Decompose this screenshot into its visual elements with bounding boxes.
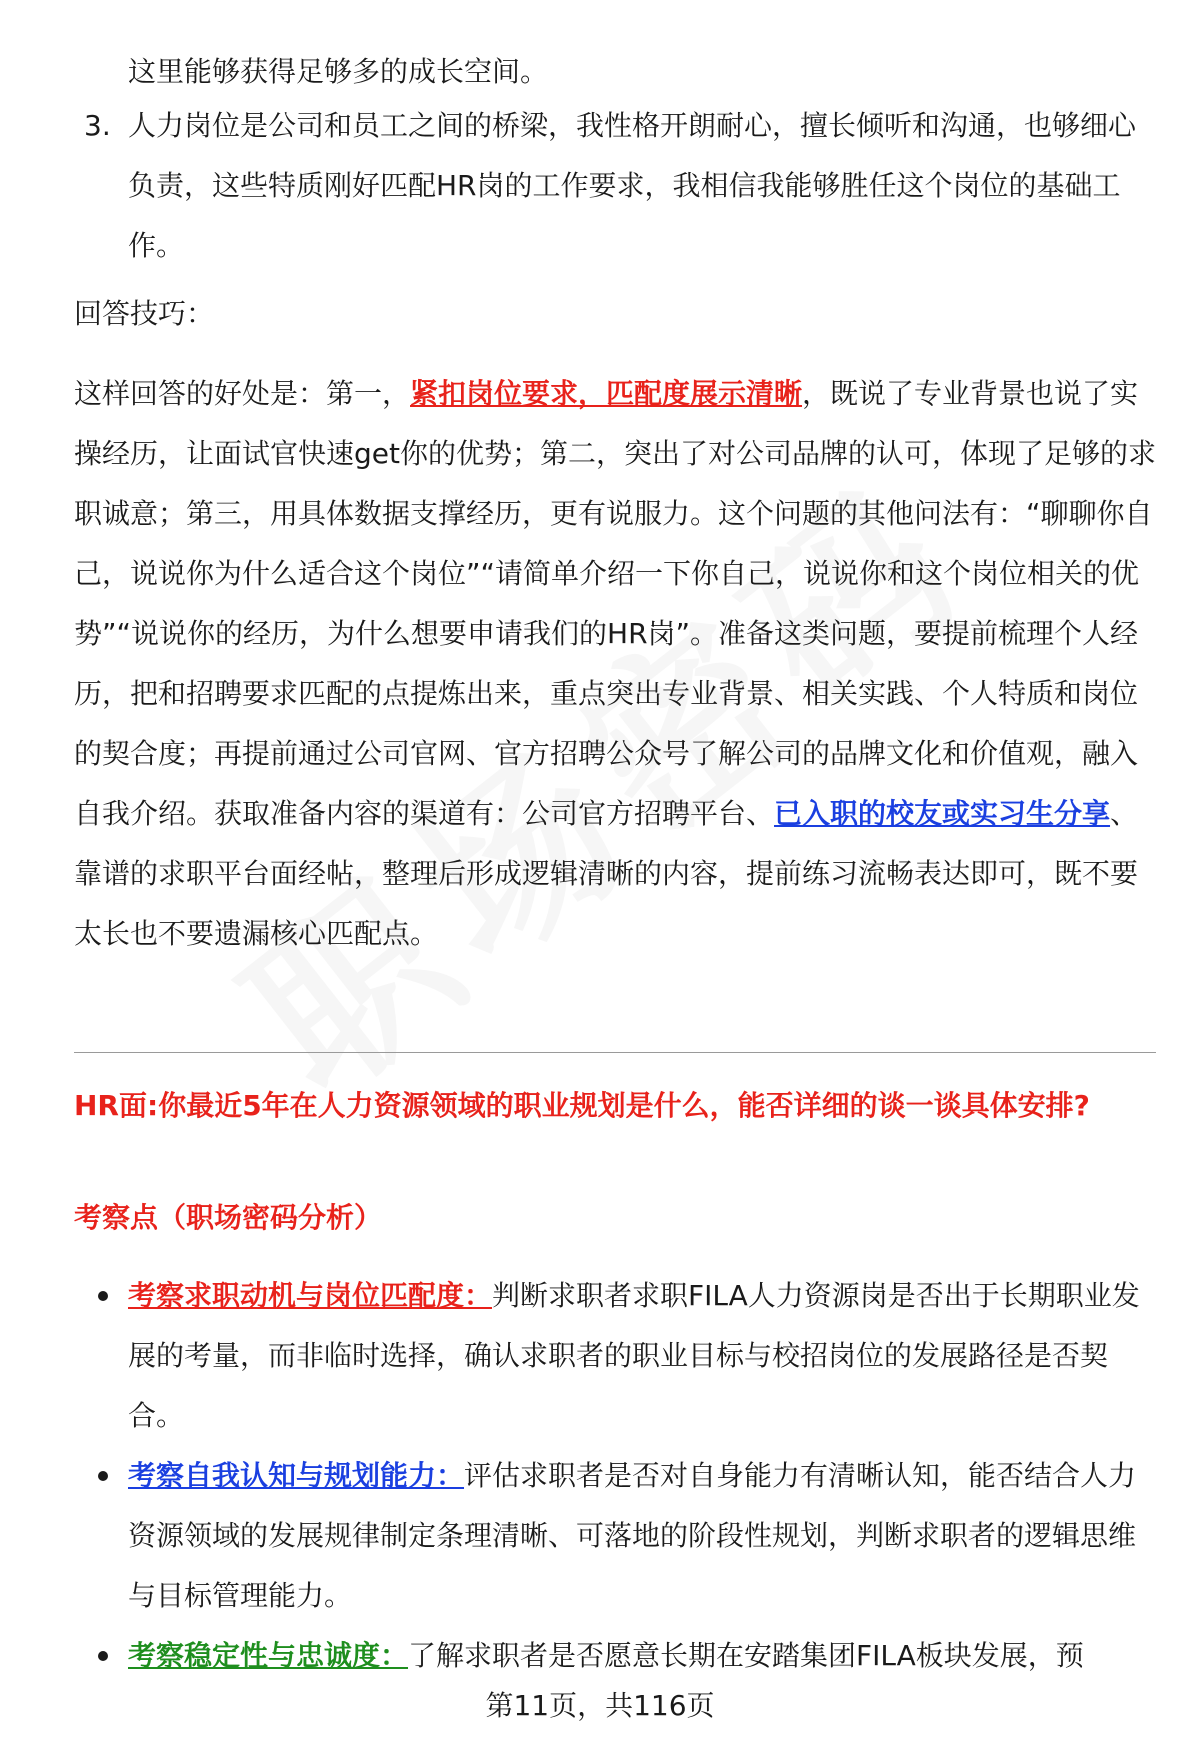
bullet-1-text: 判断求职者求职FILA人力资源岗是否出于长期职业发展的考量，而非临时选择，确认求职者的职业目标与校招岗位的发展路径是否契合。: [128, 1279, 1140, 1432]
bullet-item-2: [128, 1446, 1156, 1626]
list-number-3: 3.: [84, 109, 111, 142]
question-heading: HR面:你最近5年在人力资源领域的职业规划是什么，能否详细的谈一谈具体安排?: [74, 1089, 1090, 1122]
bullet-1-title: 考察求职动机与岗位匹配度：: [128, 1279, 493, 1312]
tips-text-part2: ，既说了专业背景也说了实操经历，让面试官快速get你的优势；第二，突出了对公司品牌的认可，体现了足够的求职诚意；第三，用具体数据支撑经历，更有说服力。这个问题的其他问法有：“聊聊你自己，说说你为什么适合这个岗位”“请简单介绍一下你自己，说说你和这个岗位相关的优势”“说说你的经历，为什么想要申请我们的HR岗”。准备这类问题，要提前梳理个人经历，把和招聘要求匹配的点提炼出来，重点突出专业背景、相关实践、个人特质和岗位的契合度；再提前通过公司官网、官方招聘公众号了解公司的品牌文化和价值观，融入自我介绍。获取准备内容的渠道有：公司官方招聘平台、: [74, 377, 1156, 830]
bullet-2-text: 评估求职者是否对自身能力有清晰认知，能否结合人力资源领域的发展规律制定条理清晰、可落地的阶段性规划，判断求职者的逻辑思维与目标管理能力。: [128, 1459, 1137, 1612]
tips-paragraph: [74, 364, 1156, 964]
bullet-3-title: 考察稳定性与忠诚度：: [128, 1639, 409, 1672]
tips-label: 回答技巧：: [74, 297, 215, 330]
tips-text-part1: 这样回答的好处是：第一，: [74, 377, 411, 410]
section-divider: [74, 1052, 1156, 1053]
tips-text-part3: 、靠谱的求职平台面经帖，整理后形成逻辑清晰的内容，提前练习流畅表达即可，既不要太长也不要遗漏核心匹配点。: [74, 797, 1139, 950]
bullet-3-text: 了解求职者是否愿意长期在安踏集团FILA板块发展，预: [408, 1639, 1084, 1672]
bullet-item-1: [128, 1266, 1156, 1446]
list-item-3-text: 人力岗位是公司和员工之间的桥梁，我性格开朗耐心，擅长倾听和沟通，也够细心负责，这些特质刚好匹配HR岗的工作要求，我相信我能够胜任这个岗位的基础工作。: [128, 109, 1137, 262]
bullet-dot: [98, 1471, 108, 1481]
tips-highlight-red: 紧扣岗位要求，匹配度展示清晰: [410, 377, 803, 410]
bullet-2-title: 考察自我认知与规划能力：: [128, 1459, 465, 1492]
bullet-dot: [98, 1291, 108, 1301]
bullet-dot: [98, 1651, 108, 1661]
bullet-item-3: [128, 1626, 1156, 1686]
tips-highlight-blue: 已入职的校友或实习生分享: [774, 797, 1111, 830]
page-number-footer: 第11页，共116页: [485, 1689, 715, 1722]
analysis-heading: 考察点（职场密码分析）: [74, 1201, 383, 1234]
intro-continued-text: 这里能够获得足够多的成长空间。: [128, 55, 549, 88]
